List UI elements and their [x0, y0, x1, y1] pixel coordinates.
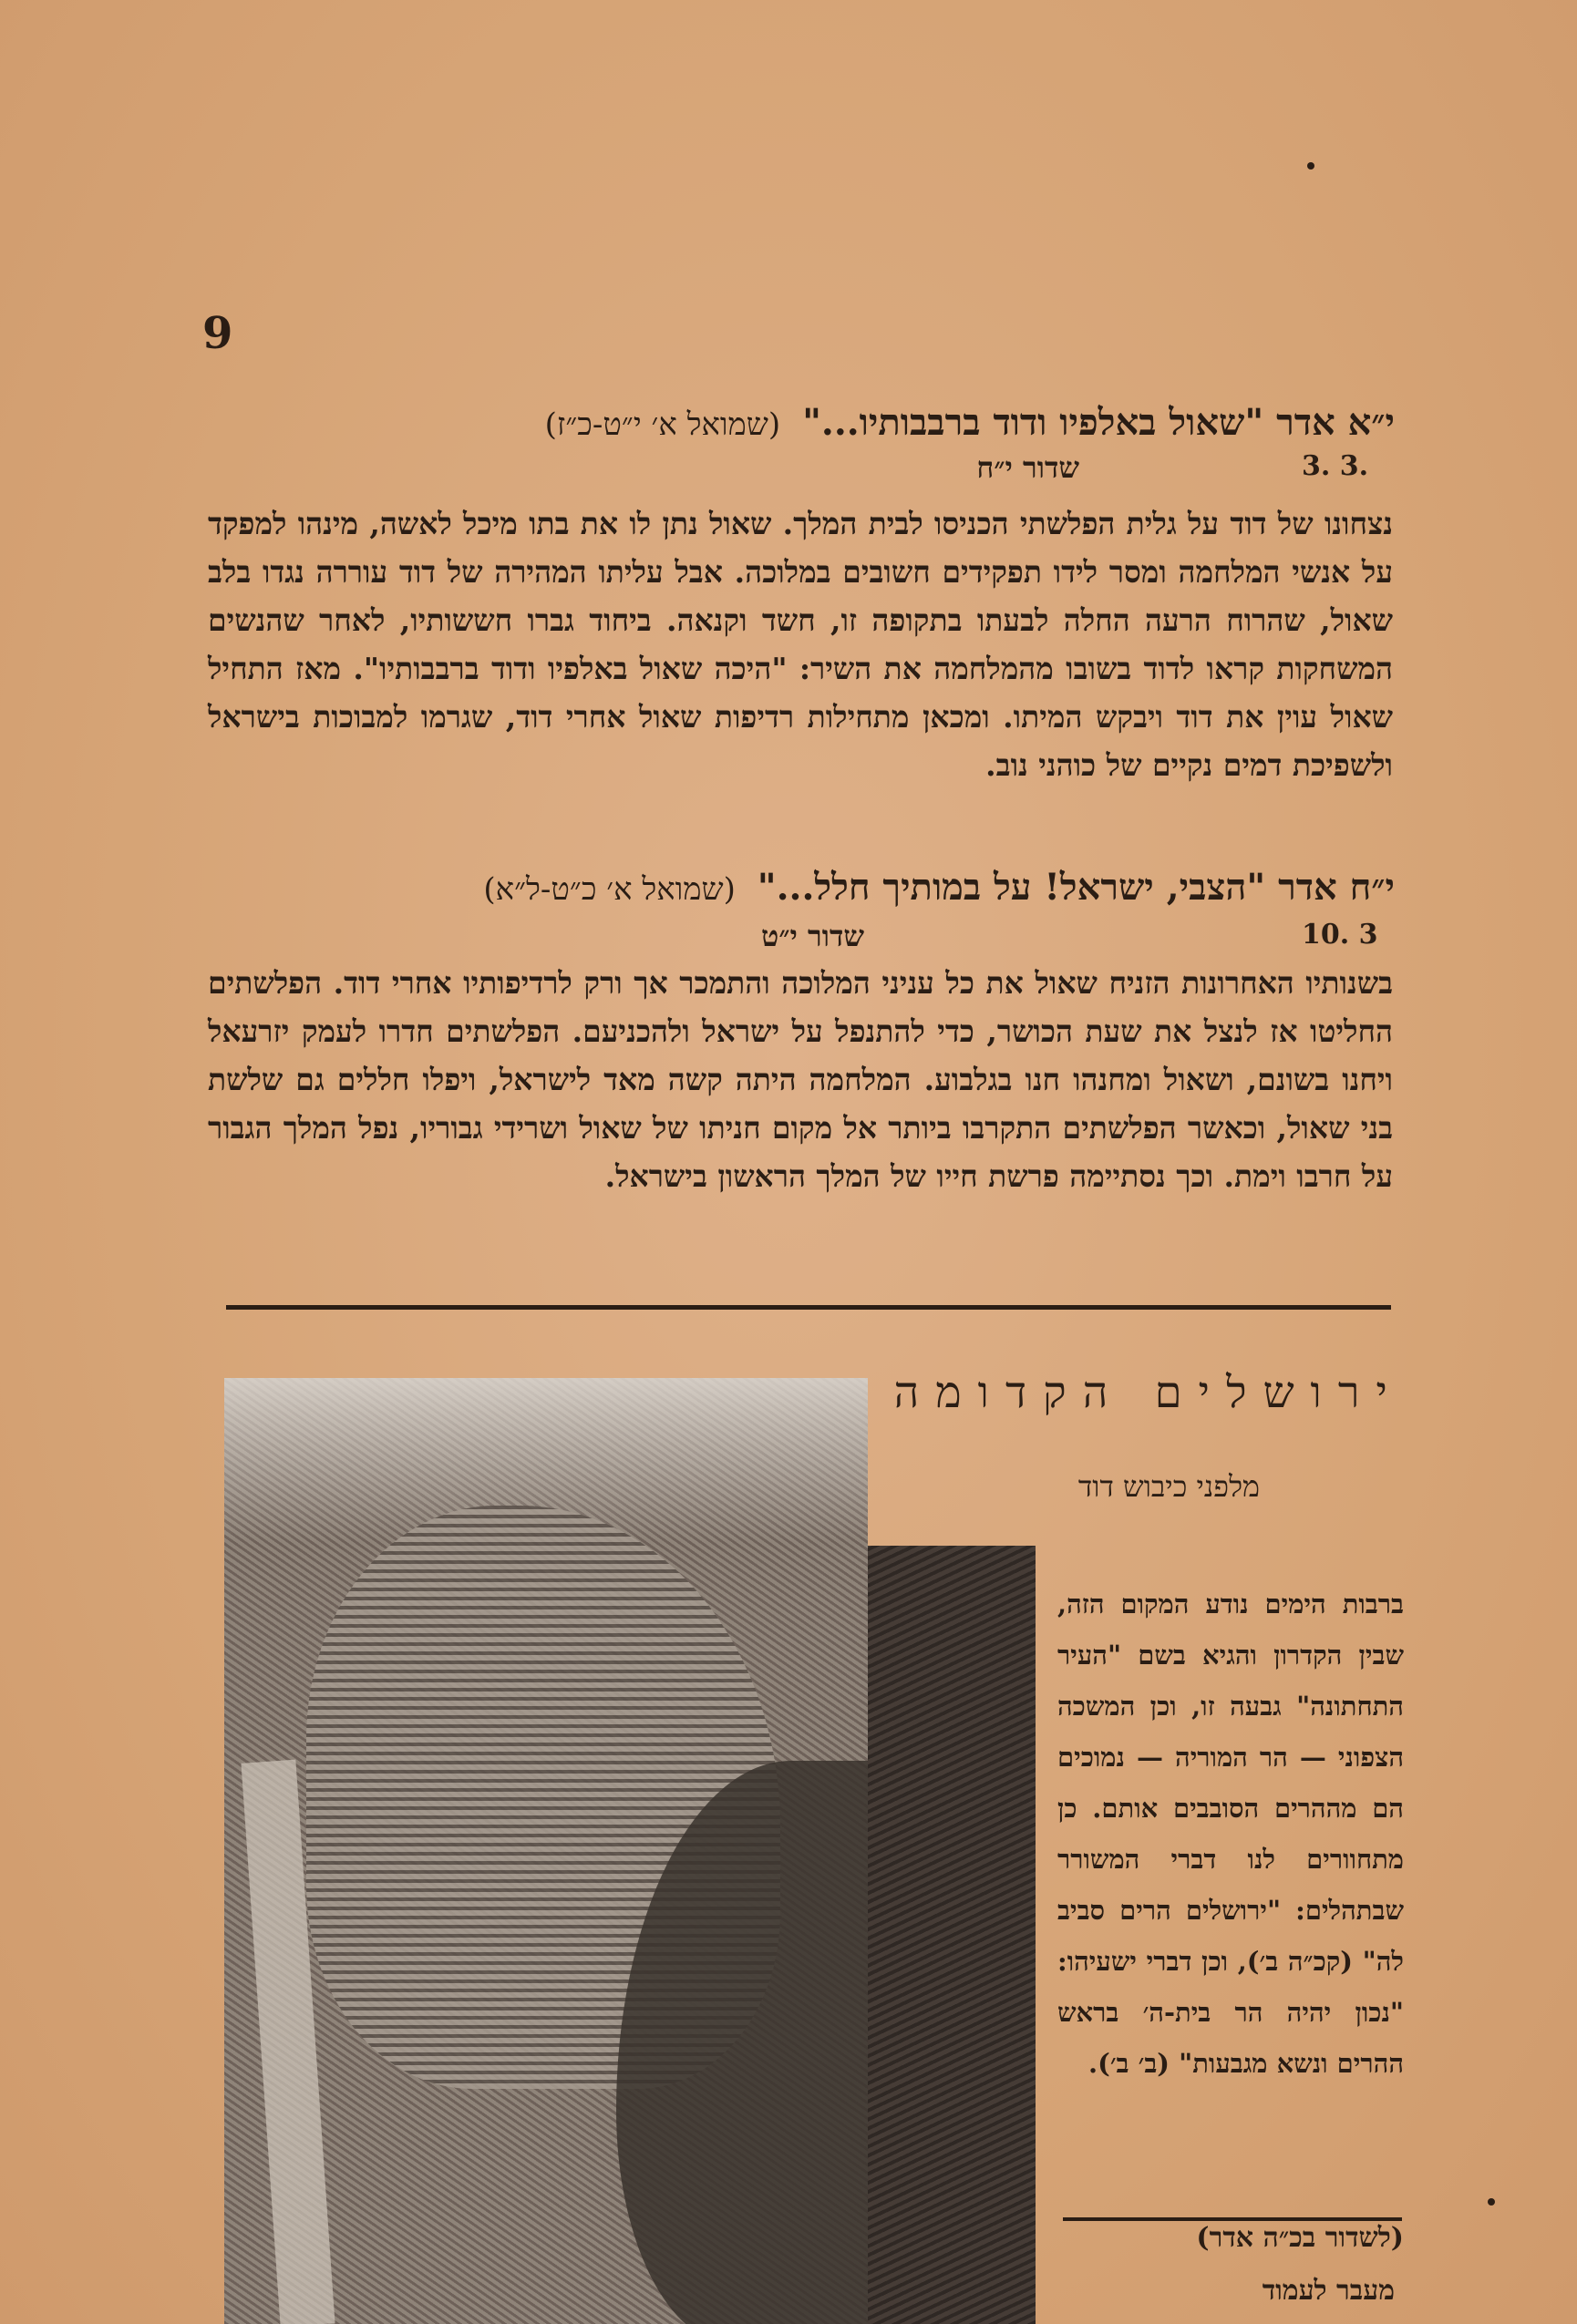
entry-2-date-number: 10. 3 — [1302, 919, 1378, 951]
sidebar-footer-continue: מעבר לעמוד — [1262, 2275, 1395, 2307]
sidebar-footer-broadcast: (לשדור בכ״ה אדר) — [1196, 2222, 1404, 2254]
sidebar-text: ברבות הימים נודע המקום הזה, שבין הקדרון והגיא בשם "העיר התחתונה" גבעה זו, וכן המשכה הצפוני — הר המוריה — נמוכים הם מההרים הסובבים אותם. כן מתחוורים לנו דברי המשורר שבתהלים: "ירושלים הרים סביב לה" (קכ״ה ב׳), וכן דברי ישעיהו: "נכון יהיה הר בית-ה׳ בראש ההרים ונשא מגבעות" (ב׳ ב׳). — [1057, 1589, 1404, 2079]
section-divider — [226, 1305, 1391, 1310]
entry-2-date-heb: י״ח אדר — [1278, 866, 1395, 909]
aerial-photo-icon — [224, 1378, 868, 2324]
entry-1-date-number: 3. 3. — [1302, 450, 1369, 482]
entry-2-paragraph: בשנותיו האחרונות הזניח שאול את כל עניני המלוכה והתמכר אך ורק לרדיפותיו אחרי דוד. הפלשתים החליטו אז לנצל את שעת הכושר, כדי להתנפל על ישראל ולהכניעם. הפלשתים חדרו לעמק יזרעאל ויחנו בשונם, ושאול ומחנהו חנו בגלבוע. המלחמה היתה קשה מאד לישראל, ויפלו חללים גם שלשת בני שאול, וכאשר הפלשתים התקרבו ביותר אל מקום חניתו של שאול ושרידי גבוריו, נפל המלך הגבור על חרבו וימת. וכך נסתיימה פרשת חייו של המלך הראשון בישראל. — [208, 965, 1393, 1194]
sidebar-subtitle: מלפני כיבוש דוד — [1077, 1469, 1260, 1504]
page-mark: 9 — [202, 308, 233, 359]
entry-1-reference: (שמואל א׳ י״ט-כ״ז) — [544, 406, 781, 443]
sidebar-title: ירושלים הקדומה — [893, 1367, 1404, 1418]
photo-extension — [868, 1546, 1036, 2324]
speck-dot — [1307, 162, 1314, 170]
speck-dot — [1488, 2198, 1495, 2206]
entry-1-broadcast: שדור י״ח — [976, 450, 1079, 485]
entry-2-broadcast: שדור י״ט — [761, 919, 864, 953]
entry-1-paragraph: נצחונו של דוד על גלית הפלשתי הכניסו לבית המלך. שאול נתן לו את בתו מיכל לאשה, מינהו למפקד על אנשי המלחמה ומסר לידו תפקידים חשובים במלוכה. אבל עליתו המהירה של דוד עוררה נגדו בלב שאול, שהרוח הרעה החלה לבעתו בתקופה זו, חשד וקנאה. ביחוד גברו חששותיו, לאחר שהנשים המשחקות קראו לדוד בשובו מהמלחמה את השיר: "היכה שאול באלפיו ודוד ברבבותיו". מאז התחיל שאול עוין את דוד ויבקש המיתו. ומכאן מתחילות רדיפות שאול אחרי דוד, שגרמו למבוכות בישראל ולשפיכת דמים נקיים של כוהני נוב. — [208, 506, 1393, 783]
entry-2-reference: (שמואל א׳ כ״ט-ל״א) — [483, 871, 736, 908]
entry-2-title: "הצבי, ישראל! על במותיך חלל..." — [757, 866, 1266, 909]
sidebar-rule — [1063, 2217, 1402, 2221]
entry-1-heading — [119, 401, 1395, 444]
entry-1-date-heb: י״א אדר — [1276, 401, 1395, 444]
entry-2-heading — [119, 866, 1395, 909]
entry-1-title: "שאול באלפיו ודוד ברבבותיו..." — [802, 401, 1264, 444]
